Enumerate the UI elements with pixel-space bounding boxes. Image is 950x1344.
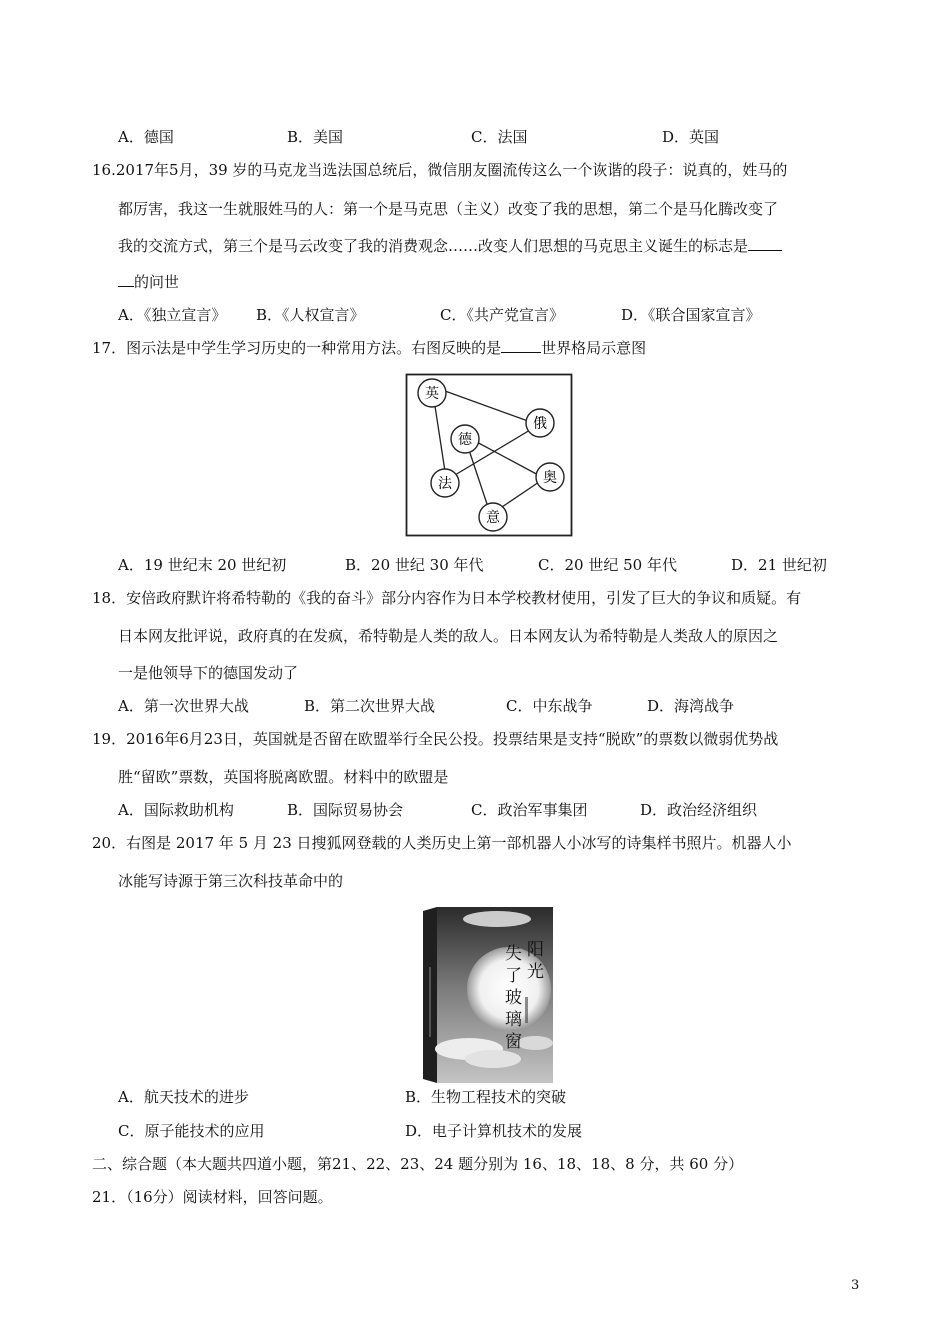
q17-stem-before: 17．图示法是中学生学习历史的一种常用方法。右图反映的是 bbox=[92, 339, 502, 357]
book-title-char-1: 阳 bbox=[527, 940, 544, 960]
q17-option-d: D．21 世纪初 bbox=[731, 556, 827, 574]
book-title-char-6: 璃 bbox=[505, 1010, 522, 1030]
q16-stem-line1: 16.2017年5月，39 岁的马克龙当选法国总统后，微信朋友圈流传这么一个诙谐的段子：说真的，姓马的 bbox=[92, 161, 788, 179]
section-heading: 二、综合题（本大题共四道小题，第21、22、23、24 题分别为 16、18、18、8 分，共 60 分） bbox=[92, 1155, 744, 1173]
cloud-bottom-center bbox=[465, 1050, 521, 1068]
q17-option-b: B．20 世纪 30 年代 bbox=[345, 556, 484, 574]
node-label-ying: 英 bbox=[425, 386, 439, 402]
q19-stem-line1: 19．2016年6月23日，英国就是否留在欧盟举行全民公投。投票结果是支持“脱欧”的票数以微弱优势战 bbox=[92, 730, 779, 748]
q15-option-b: B．美国 bbox=[287, 128, 344, 146]
q17-option-c: C．20 世纪 50 年代 bbox=[538, 556, 677, 574]
q16-stem-line3-text: 我的交流方式，第三个是马云改变了我的消费观念……改变人们思想的马克思主义诞生的标志是 bbox=[118, 237, 749, 255]
q20-stem-line1: 20．右图是 2017 年 5 月 23 日搜狐网登载的人类历史上第一部机器人小冰写的诗集样书照片。机器人小 bbox=[92, 834, 792, 852]
q17-stem-after: 世界格局示意图 bbox=[541, 339, 647, 357]
q18-option-c: C．中东战争 bbox=[506, 697, 593, 715]
book-title-char-4: 了 bbox=[505, 966, 522, 986]
q18-stem-line3: 一是他领导下的德国发动了 bbox=[118, 664, 299, 682]
q15-option-a: A．德国 bbox=[118, 128, 174, 146]
q16-option-b: B．《人权宣言》 bbox=[256, 306, 365, 324]
q19-option-c: C．政治军事集团 bbox=[471, 801, 588, 819]
q18-option-a: A．第一次世界大战 bbox=[118, 697, 249, 715]
q20-option-a: A．航天技术的进步 bbox=[118, 1088, 249, 1106]
spine-mark bbox=[429, 967, 431, 1037]
q21-stem: 21．（16分）阅读材料，回答问题。 bbox=[92, 1188, 333, 1206]
page-number: 3 bbox=[851, 1278, 860, 1293]
q20-option-b: B．生物工程技术的突破 bbox=[405, 1088, 567, 1106]
q19-option-b: B．国际贸易协会 bbox=[287, 801, 404, 819]
q19-option-a: A．国际救助机构 bbox=[118, 801, 234, 819]
node-label-de: 德 bbox=[458, 432, 472, 448]
q18-option-d: D．海湾战争 bbox=[647, 697, 735, 715]
q15-option-d: D．英国 bbox=[662, 128, 720, 146]
node-label-e: 俄 bbox=[533, 416, 547, 432]
cover-author-mark bbox=[525, 997, 528, 1023]
node-label-ao: 奥 bbox=[543, 470, 557, 486]
q16-stem-line4-text: 的问世 bbox=[134, 273, 180, 291]
poetry-book-photo bbox=[423, 907, 553, 1085]
q18-option-b: B．第二次世界大战 bbox=[304, 697, 436, 715]
q17-option-a: A．19 世纪末 20 世纪初 bbox=[118, 556, 287, 574]
q17-blank bbox=[501, 338, 541, 353]
q20-option-c: C．原子能技术的应用 bbox=[118, 1122, 265, 1140]
q16-option-c: C．《共产党宣言》 bbox=[440, 306, 564, 324]
book-title-char-2: 光 bbox=[527, 962, 544, 982]
q15-option-c: C．法国 bbox=[471, 128, 528, 146]
q18-stem-line2: 日本网友批评说，政府真的在发疯，希特勒是人类的敌人。日本网友认为希特勒是人类敌人的原因之 bbox=[118, 627, 779, 645]
q17-stem bbox=[92, 338, 646, 358]
q16-blank-part1 bbox=[748, 236, 782, 251]
q20-stem-line2: 冰能写诗源于第三次科技革命中的 bbox=[118, 872, 344, 890]
q19-stem-line2: 胜“留欧”票数，英国将脱离欧盟。材料中的欧盟是 bbox=[118, 768, 449, 786]
cloud-bottom-right bbox=[517, 1036, 553, 1050]
q18-stem-line1: 18．安倍政府默许将希特勒的《我的奋斗》部分内容作为日本学校教材使用，引发了巨大的争议和质疑。有 bbox=[92, 589, 802, 607]
cloud-top bbox=[463, 911, 531, 927]
q16-stem-line4 bbox=[118, 272, 179, 292]
q16-option-a: A．《独立宣言》 bbox=[118, 306, 227, 324]
node-label-yi: 意 bbox=[486, 510, 500, 526]
alliance-diagram bbox=[405, 373, 573, 537]
book-title-char-7: 窗 bbox=[505, 1032, 522, 1052]
book-title-char-5: 玻 bbox=[505, 988, 522, 1008]
q20-option-d: D．电子计算机技术的发展 bbox=[405, 1122, 583, 1140]
book-title-char-3: 失 bbox=[505, 944, 522, 964]
q16-blank-part2 bbox=[118, 272, 134, 287]
q16-stem-line3 bbox=[118, 236, 782, 256]
q16-option-d: D．《联合国家宣言》 bbox=[621, 306, 761, 324]
q19-option-d: D．政治经济组织 bbox=[640, 801, 758, 819]
q16-stem-line2: 都厉害，我这一生就服姓马的人：第一个是马克思（主义）改变了我的思想，第二个是马化腾改变了 bbox=[118, 200, 779, 218]
node-label-fa: 法 bbox=[438, 476, 452, 492]
